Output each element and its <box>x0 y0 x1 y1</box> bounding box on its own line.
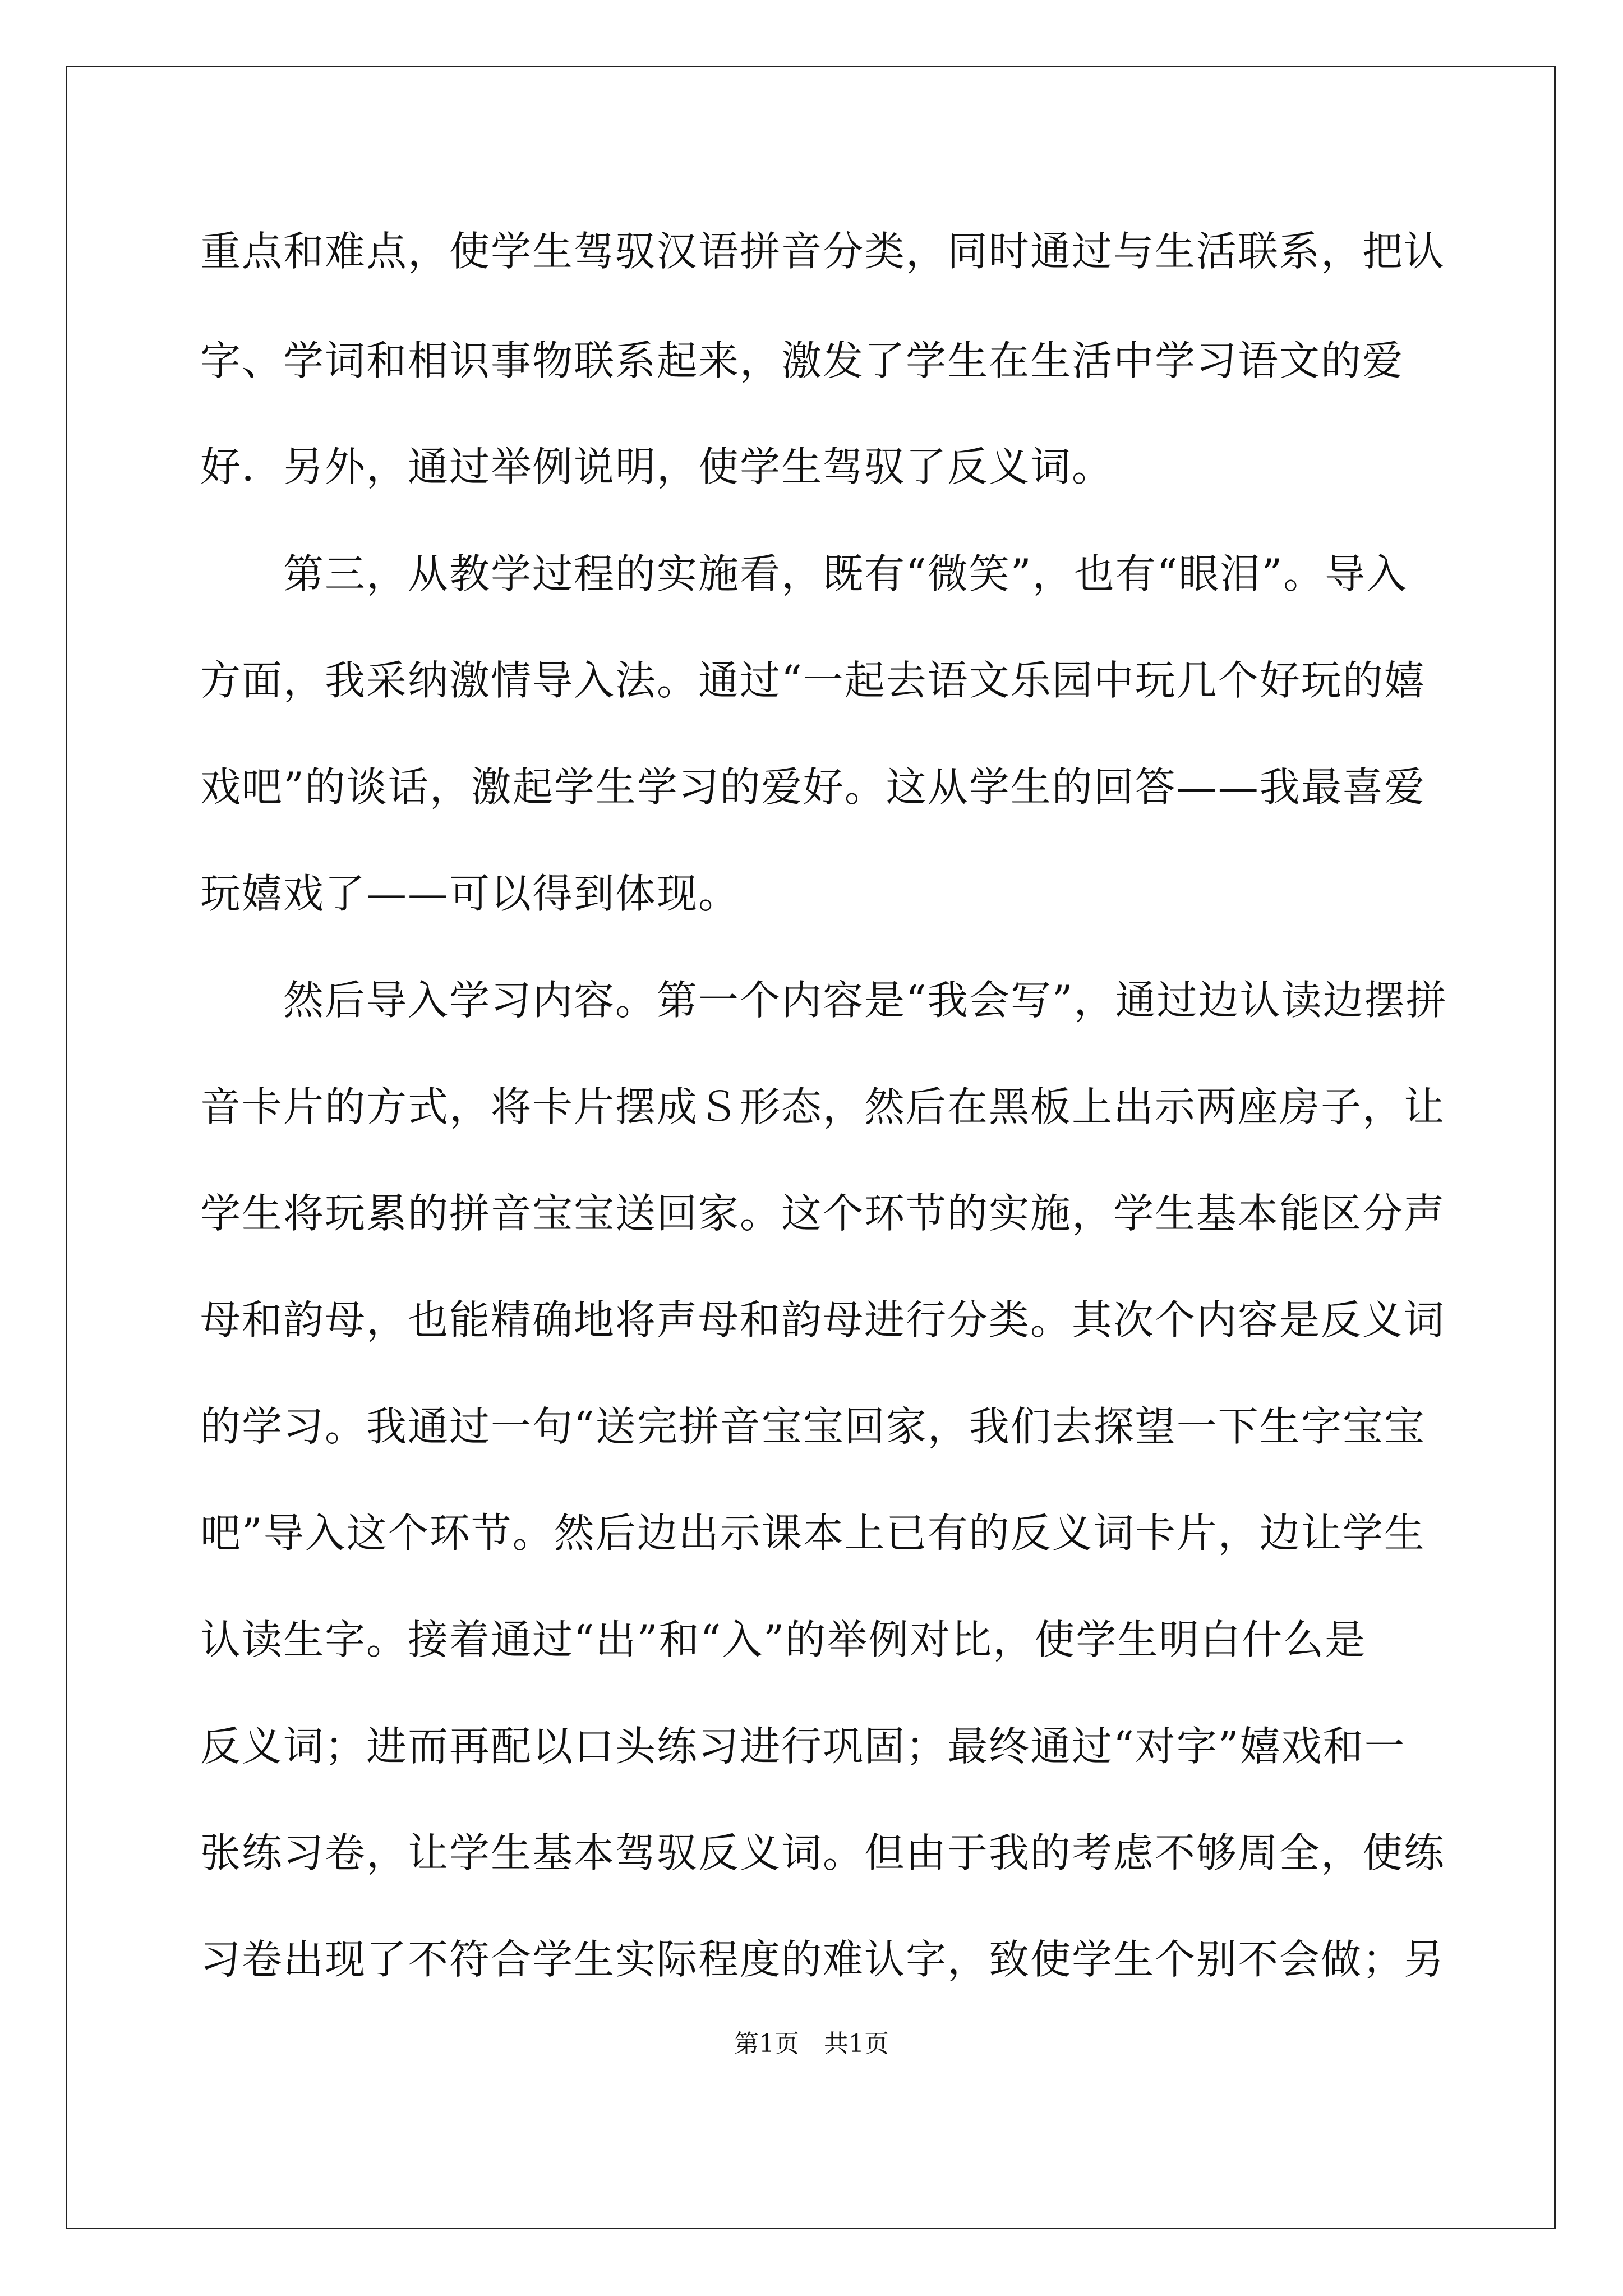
text-line: 习卷出现了不符合学生实际程度的难认字，致使学生个别不会做；另 <box>200 1936 1446 1983</box>
text-line: 吧”导入这个环节。然后边出示课本上已有的反义词卡片，边让学生 <box>200 1510 1426 1557</box>
text-line: 母和韵母，也能精确地将声母和韵母进行分类。其次个内容是反义词 <box>200 1296 1446 1343</box>
text-line: 方面，我采纳激情导入法。通过“一起去语文乐园中玩几个好玩的嬉 <box>200 657 1426 704</box>
page-number-footer: 第1页 共1页 <box>734 2030 889 2058</box>
text-line: 反义词；进而再配以口头练习进行巩固；最终通过“对字”嬉戏和一 <box>200 1723 1406 1770</box>
page-frame <box>66 66 1556 2229</box>
text-line: 字、学词和相识事物联系起来，激发了学生在生活中学习语文的爱 <box>200 337 1404 384</box>
text-line: 好．另外，通过举例说明，使学生驾驭了反义词。 <box>200 443 1114 490</box>
text-line: 第三，从教学过程的实施看，既有“微笑”，也有“眼泪”。导入 <box>200 550 1408 597</box>
text-line: 张练习卷，让学生基本驾驭反义词。但由于我的考虑不够周全，使练 <box>200 1829 1446 1876</box>
text-line: 音卡片的方式，将卡片摆成Ｓ形态，然后在黑板上出示两座房子，让 <box>200 1083 1446 1130</box>
text-line: 学生将玩累的拼音宝宝送回家。这个环节的实施，学生基本能区分声 <box>200 1190 1446 1237</box>
text-line: 然后导入学习内容。第一个内容是“我会写”，通过边认读边摆拼 <box>200 977 1447 1024</box>
text-line: 认读生字。接着通过“出”和“入”的举例对比，使学生明白什么是 <box>200 1616 1367 1663</box>
text-line: 重点和难点，使学生驾驭汉语拼音分类，同时通过与生活联系，把认 <box>200 228 1446 275</box>
text-line: 戏吧”的谈话，激起学生学习的爱好。这从学生的回答——我最喜爱 <box>200 763 1426 811</box>
text-line: 玩嬉戏了——可以得到体现。 <box>200 870 740 917</box>
text-line: 的学习。我通过一句“送完拼音宝宝回家，我们去探望一下生字宝宝 <box>200 1403 1426 1450</box>
